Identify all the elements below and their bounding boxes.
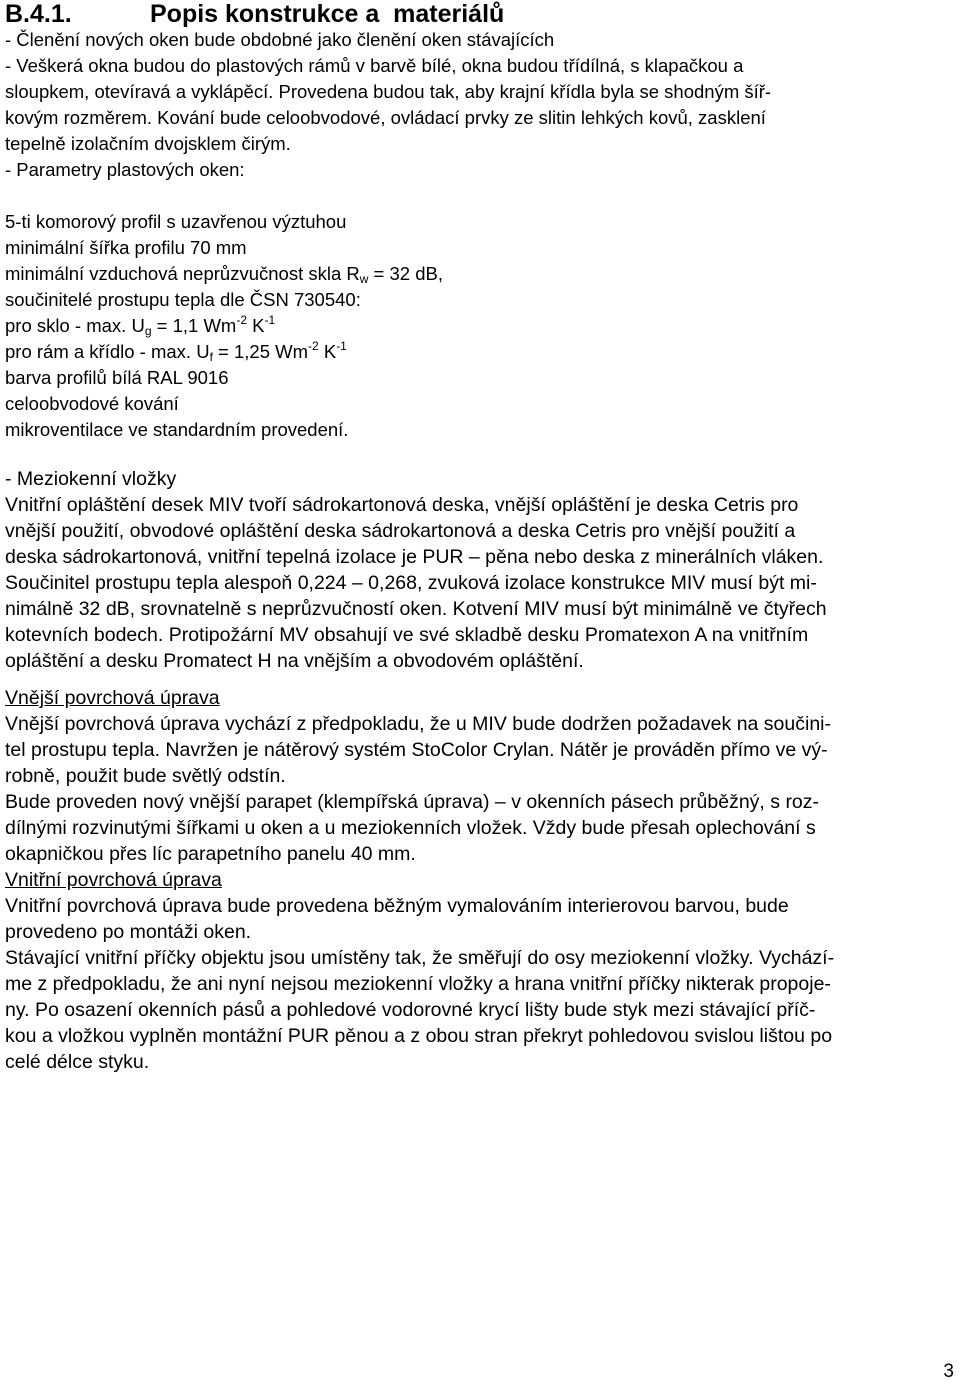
text-line: - Členění nových oken bude obdobné jako členění oken stávajících [5, 29, 555, 50]
parameter-line: pro rám a křídlo - max. $U_f = 1,25$ $Wm^{-2}$ $K^{-1}$ [5, 339, 347, 364]
text-line: me z předpokladu, že ani nyní nejsou meziokenní vložky a hrana vnitřní příčky nikterak propoje- [5, 973, 831, 995]
outer-finish-section [5, 685, 955, 1075]
parameter-line: barva profilů bílá RAL 9016 [5, 367, 229, 388]
text-line: Bude proveden nový vnější parapet (klempířská úprava) – v okenních pásech průběžný, s roz- [5, 791, 820, 813]
intro-paragraph [5, 27, 955, 183]
text-line: provedeno po montáži oken. [5, 921, 252, 943]
text-line: nimálně 32 dB, srovnatelně s neprůzvučností oken. Kotvení MIV musí být minimálně ve čtyřech [5, 598, 827, 620]
window-parameters-list [5, 209, 955, 443]
text-line: Vnitřní povrchová úprava bude provedena běžným vymalováním interierovou barvou, bude [5, 895, 789, 917]
text-line: vnější použití, obvodové opláštění deska sádrokartonová a deska Cetris pro vnější použití a [5, 520, 796, 542]
section-number: B.4.1. [5, 0, 72, 28]
parameter-line: součinitelé prostupu tepla dle ČSN 730540: [5, 289, 361, 310]
text-line: celé délce styku. [5, 1051, 150, 1073]
parameter-line: minimální vzduchová neprůzvučnost skla $R_w = 32$ dB, [5, 263, 443, 286]
section-heading [5, 0, 504, 28]
text-line: - Veškerá okna budou do plastových rámů v barvě bílé, okna budou třídílná, s klapačkou a [5, 55, 744, 76]
section-title: Popis konstrukce a materiálů [150, 0, 505, 28]
text-line: tepelně izolačním dvojsklem čirým. [5, 133, 291, 154]
text-line: Vnější povrchová úprava vychází z předpokladu, že u MIV bude dodržen požadavek na součini- [5, 713, 831, 735]
text-line: Stávající vnitřní příčky objektu jsou umístěny tak, že směřují do osy meziokenní vložky. Vychází- [5, 947, 835, 969]
text-line: Vnitřní opláštění desek MIV tvoří sádrokartonová deska, vnější opláštění je deska Cetris pro [5, 494, 799, 516]
text-line: ny. Po osazení okenních pásů a pohledové vodorovné krycí lišty bude styk mezi stávající příč- [5, 999, 816, 1021]
text-line: deska sádrokartonová, vnitřní tepelná izolace je PUR – pěna nebo deska z minerálních vláken. [5, 546, 824, 568]
text-line: okapničkou přes líc parapetního panelu 40 mm. [5, 843, 416, 865]
text-line: robně, použit bude světlý odstín. [5, 765, 286, 787]
parameter-line: pro sklo - max. $U_g = 1,1$ $Wm^{-2}$ $K^{-1}$ [5, 313, 276, 338]
miv-paragraph [5, 466, 955, 674]
text-line: - Parametry plastových oken: [5, 159, 245, 180]
outer-finish-heading: Vnější povrchová úprava [5, 687, 220, 709]
text-line: sloupkem, otevíravá a vyklápěcí. Provedena budou tak, aby krajní křídla byla se shodným šíř- [5, 81, 772, 102]
parameter-line: minimální šířka profilu 70 mm [5, 237, 247, 258]
parameter-line: 5-ti komorový profil s uzavřenou výztuhou [5, 211, 347, 232]
inner-finish-heading: Vnitřní povrchová úprava [5, 869, 222, 891]
text-line: tel prostupu tepla. Navržen je nátěrový systém StoColor Crylan. Nátěr je prováděn přímo ve vý- [5, 739, 828, 761]
text-line: opláštění a desku Promatect H na vnějším a obvodovém opláštění. [5, 650, 584, 672]
text-line: kotevních bodech. Protipožární MV obsahují ve své skladbě desku Promatexon A na vnitřním [5, 624, 809, 646]
parameter-line: celoobvodové kování [5, 393, 179, 414]
text-line: kovým rozměrem. Kování bude celoobvodové, ovládací prvky ze slitin lehkých kovů, zasklení [5, 107, 766, 128]
text-line: Součinitel prostupu tepla alespoň 0,224 – 0,268, zvuková izolace konstrukce MIV musí být mi- [5, 572, 817, 594]
text-line: dílnými rozvinutými šířkami u oken a u meziokenních vložek. Vždy bude přesah oplechování s [5, 817, 816, 839]
subsection-title: - Meziokenní vložky [5, 468, 177, 490]
page-number: 3 [943, 1361, 954, 1382]
parameter-line: mikroventilace ve standardním provedení. [5, 419, 349, 440]
text-line: kou a vložkou vyplněn montážní PUR pěnou a z obou stran překryt pohledovou svislou lištou po [5, 1025, 833, 1047]
